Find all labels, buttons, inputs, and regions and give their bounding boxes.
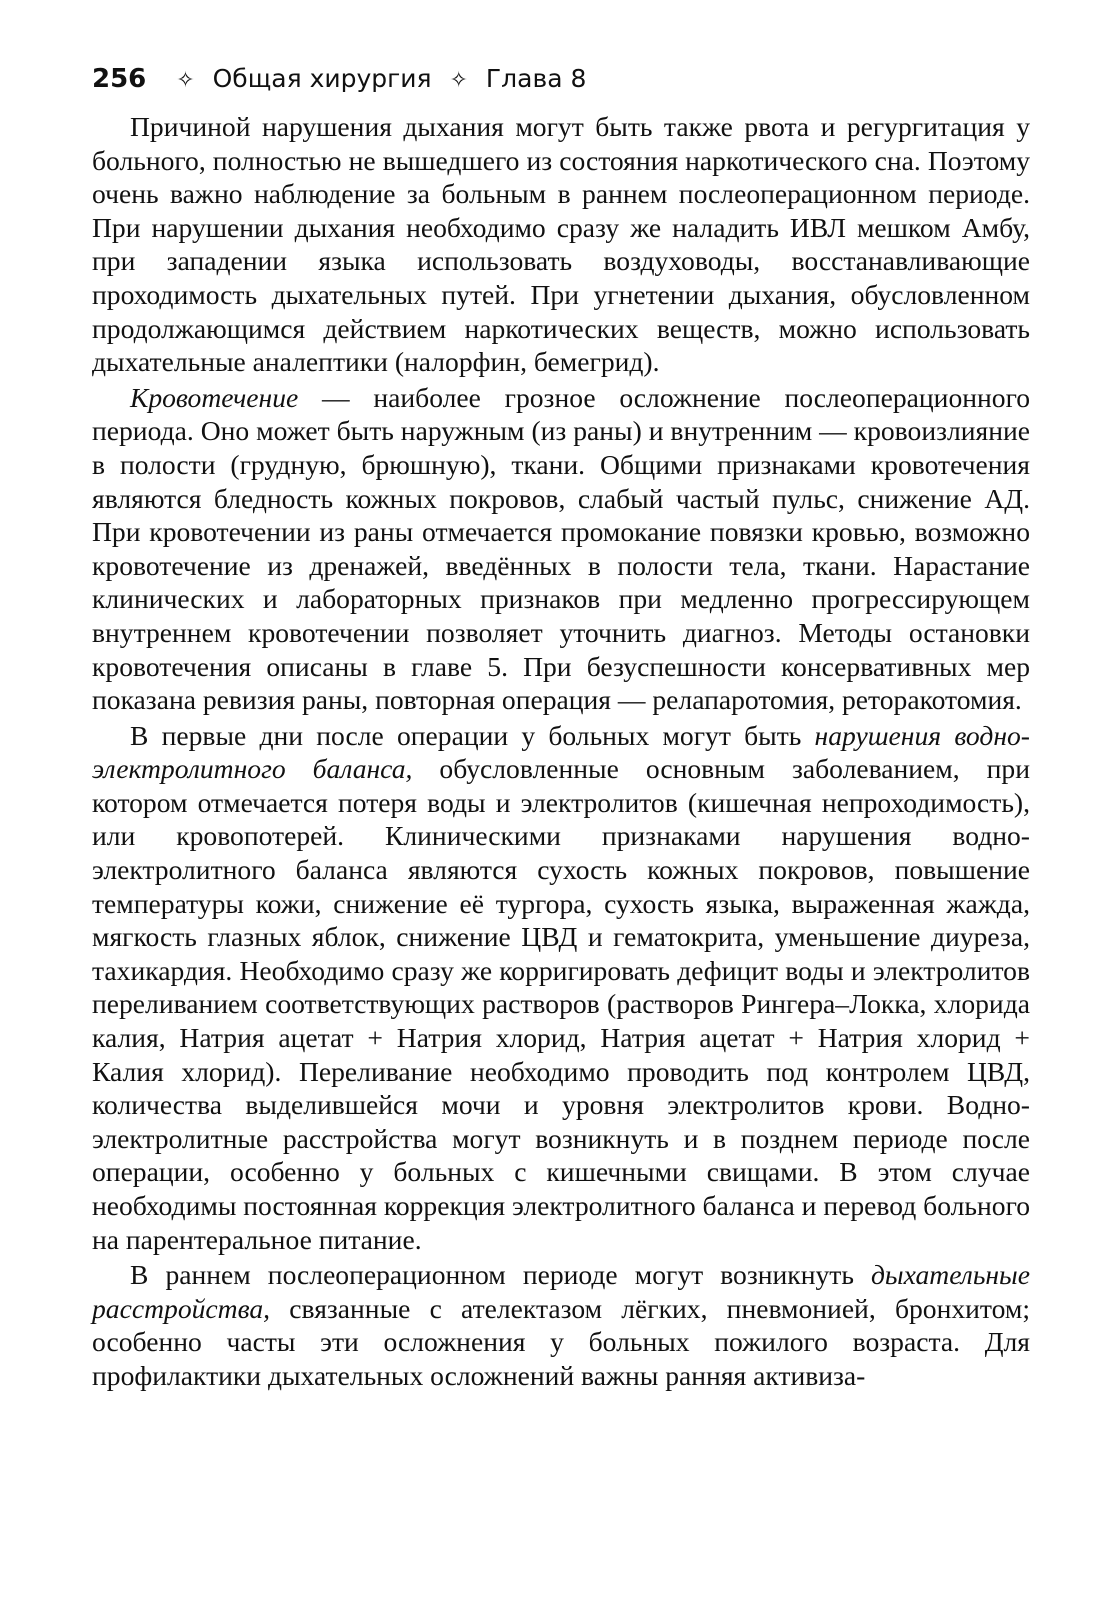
text-segment: обусловленные основным заболеванием, при котором отмечается потеря воды и электролитов (кишечная непроходимость), или кровопотерей. Клиническими признаками нарушения водно-электролитного баланса являются сухость кожных покровов, повышение температуры кожи, снижение её тургора, сухость языка, выраженная жажда, мягкость глазных яблок, снижение ЦВД и гематокрита, уменьшение диуреза, тахикардия. Необходимо сразу же корригировать дефицит воды и электролитов переливанием соответствующих растворов (растворов Рингера–Локка, хлорида калия, Натрия ацетат + Натрия хлорид, Натрия ацетат + Натрия хлорид + Калия хлорид). Переливание необходимо проводить под контролем ЦВД, количества выделившейся мочи и уровня электролитов крови. Водно-электролитные расстройства могут возникнуть и в позднем периоде после операции, особенно у больных с кишечными свищами. В этом случае необходимы постоянная коррекция электролитного баланса и перевод больного на парентеральное питание. (92, 753, 1030, 1255)
paragraph (92, 1258, 1030, 1392)
italic-term: нарушения водно-электролитного баланса, (92, 719, 1030, 785)
paragraph (92, 110, 1030, 379)
italic-term: дыхательные расстройства, (92, 1259, 1030, 1324)
four-point-star-icon: ✧ (449, 68, 468, 93)
book-title: Общая хирургия (212, 64, 432, 93)
text-segment: В раннем послеоперационном периоде могут возникнуть (130, 1259, 871, 1291)
chapter-label: Глава 8 (485, 64, 587, 93)
paragraph (92, 381, 1030, 717)
four-point-star-icon: ✧ (176, 68, 195, 93)
text-segment: — наиболее грозное осложнение послеоперационного периода. Оно может быть наружным (из раны) и внутренним — кровоизлияние в полости (грудную, брюшную), ткани. Общими признаками кровотечения являются бледность кожных покровов, слабый частый пульс, снижение АД. При кровотечении из раны отмечается промокание повязки кровью, возможно кровотечение из дренажей, введённых в полости тела, ткани. Нарастание клинических и лабораторных признаков при медленно прогрессирующем внутреннем кровотечении позволяет уточнить диагноз. Методы остановки кровотечения описаны в главе 5. При безуспешности консервативных мер показана ревизия раны, повторная операция — релапаротомия, реторакотомия. (92, 381, 1030, 716)
italic-term: Кровотечение (130, 381, 299, 413)
paragraph (92, 719, 1030, 1257)
text-segment: связанные с ателектазом лёгких, пневмонией, бронхитом; особенно часты эти осложнения у больных пожилого возраста. Для профилактики дыхательных осложнений важны ранняя активиза- (92, 1292, 1030, 1391)
text-segment: В первые дни после операции у больных могут быть (130, 719, 815, 751)
running-header (92, 62, 1030, 96)
text-segment: Причиной нарушения дыхания могут быть также рвота и регургитация у больного, полностью не вышедшего из состояния наркотического сна. Поэтому очень важно наблюдение за больным в раннем послеоперационном периоде. При нарушении дыхания необходимо сразу же наладить ИВЛ мешком Амбу, при западении языка использовать воздуховоды, восстанавливающие проходимость дыхательных путей. При угнетении дыхания, обусловленном продолжающимся действием наркотических веществ, можно использовать дыхательные аналептики (налорфин, бемегрид). (92, 111, 1030, 378)
body-text (92, 110, 1030, 1393)
page-number: 256 (92, 64, 147, 94)
